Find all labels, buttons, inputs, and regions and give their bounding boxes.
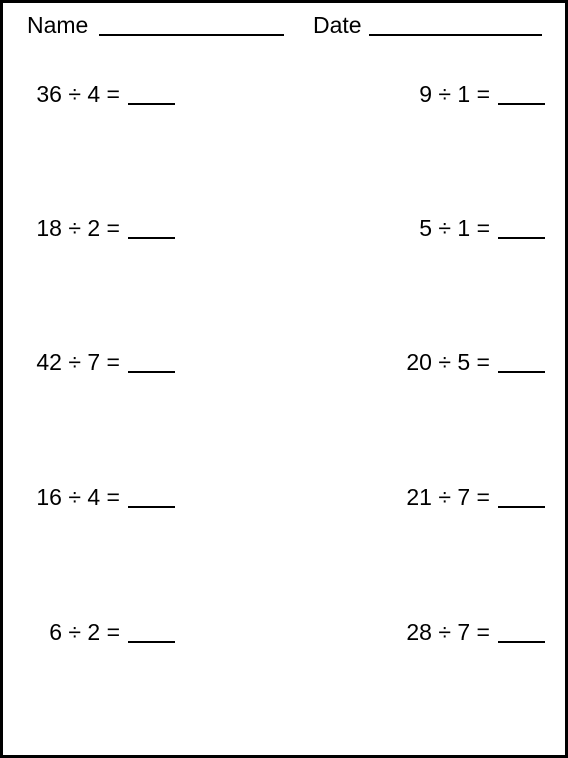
answer-blank[interactable] bbox=[498, 641, 545, 643]
problem-expression: 6 ÷ 2 = bbox=[49, 619, 120, 645]
problem-right-1 bbox=[383, 80, 545, 108]
answer-blank[interactable] bbox=[498, 371, 545, 373]
answer-blank[interactable] bbox=[498, 103, 545, 105]
date-label: Date bbox=[313, 12, 362, 38]
name-label: Name bbox=[27, 12, 89, 38]
name-field[interactable] bbox=[99, 34, 284, 36]
problem-left-4 bbox=[25, 483, 175, 511]
problem-left-3 bbox=[25, 348, 175, 376]
problem-left-5 bbox=[25, 618, 175, 646]
problem-expression: 42 ÷ 7 = bbox=[36, 349, 120, 375]
date-field[interactable] bbox=[369, 34, 542, 36]
answer-blank[interactable] bbox=[498, 237, 545, 239]
problem-right-4 bbox=[383, 483, 545, 511]
problem-left-1 bbox=[25, 80, 175, 108]
problem-right-2 bbox=[383, 214, 545, 242]
problem-expression: 36 ÷ 4 = bbox=[36, 81, 120, 107]
answer-blank[interactable] bbox=[128, 506, 175, 508]
problem-expression: 20 ÷ 5 = bbox=[406, 349, 490, 375]
problem-expression: 18 ÷ 2 = bbox=[36, 215, 120, 241]
problem-expression: 28 ÷ 7 = bbox=[406, 619, 490, 645]
problem-left-2 bbox=[25, 214, 175, 242]
problem-expression: 21 ÷ 7 = bbox=[406, 484, 490, 510]
problem-right-3 bbox=[383, 348, 545, 376]
answer-blank[interactable] bbox=[128, 237, 175, 239]
problem-expression: 9 ÷ 1 = bbox=[419, 81, 490, 107]
answer-blank[interactable] bbox=[128, 641, 175, 643]
answer-blank[interactable] bbox=[128, 371, 175, 373]
problem-right-5 bbox=[383, 618, 545, 646]
problem-expression: 16 ÷ 4 = bbox=[36, 484, 120, 510]
problem-expression: 5 ÷ 1 = bbox=[419, 215, 490, 241]
answer-blank[interactable] bbox=[498, 506, 545, 508]
answer-blank[interactable] bbox=[128, 103, 175, 105]
